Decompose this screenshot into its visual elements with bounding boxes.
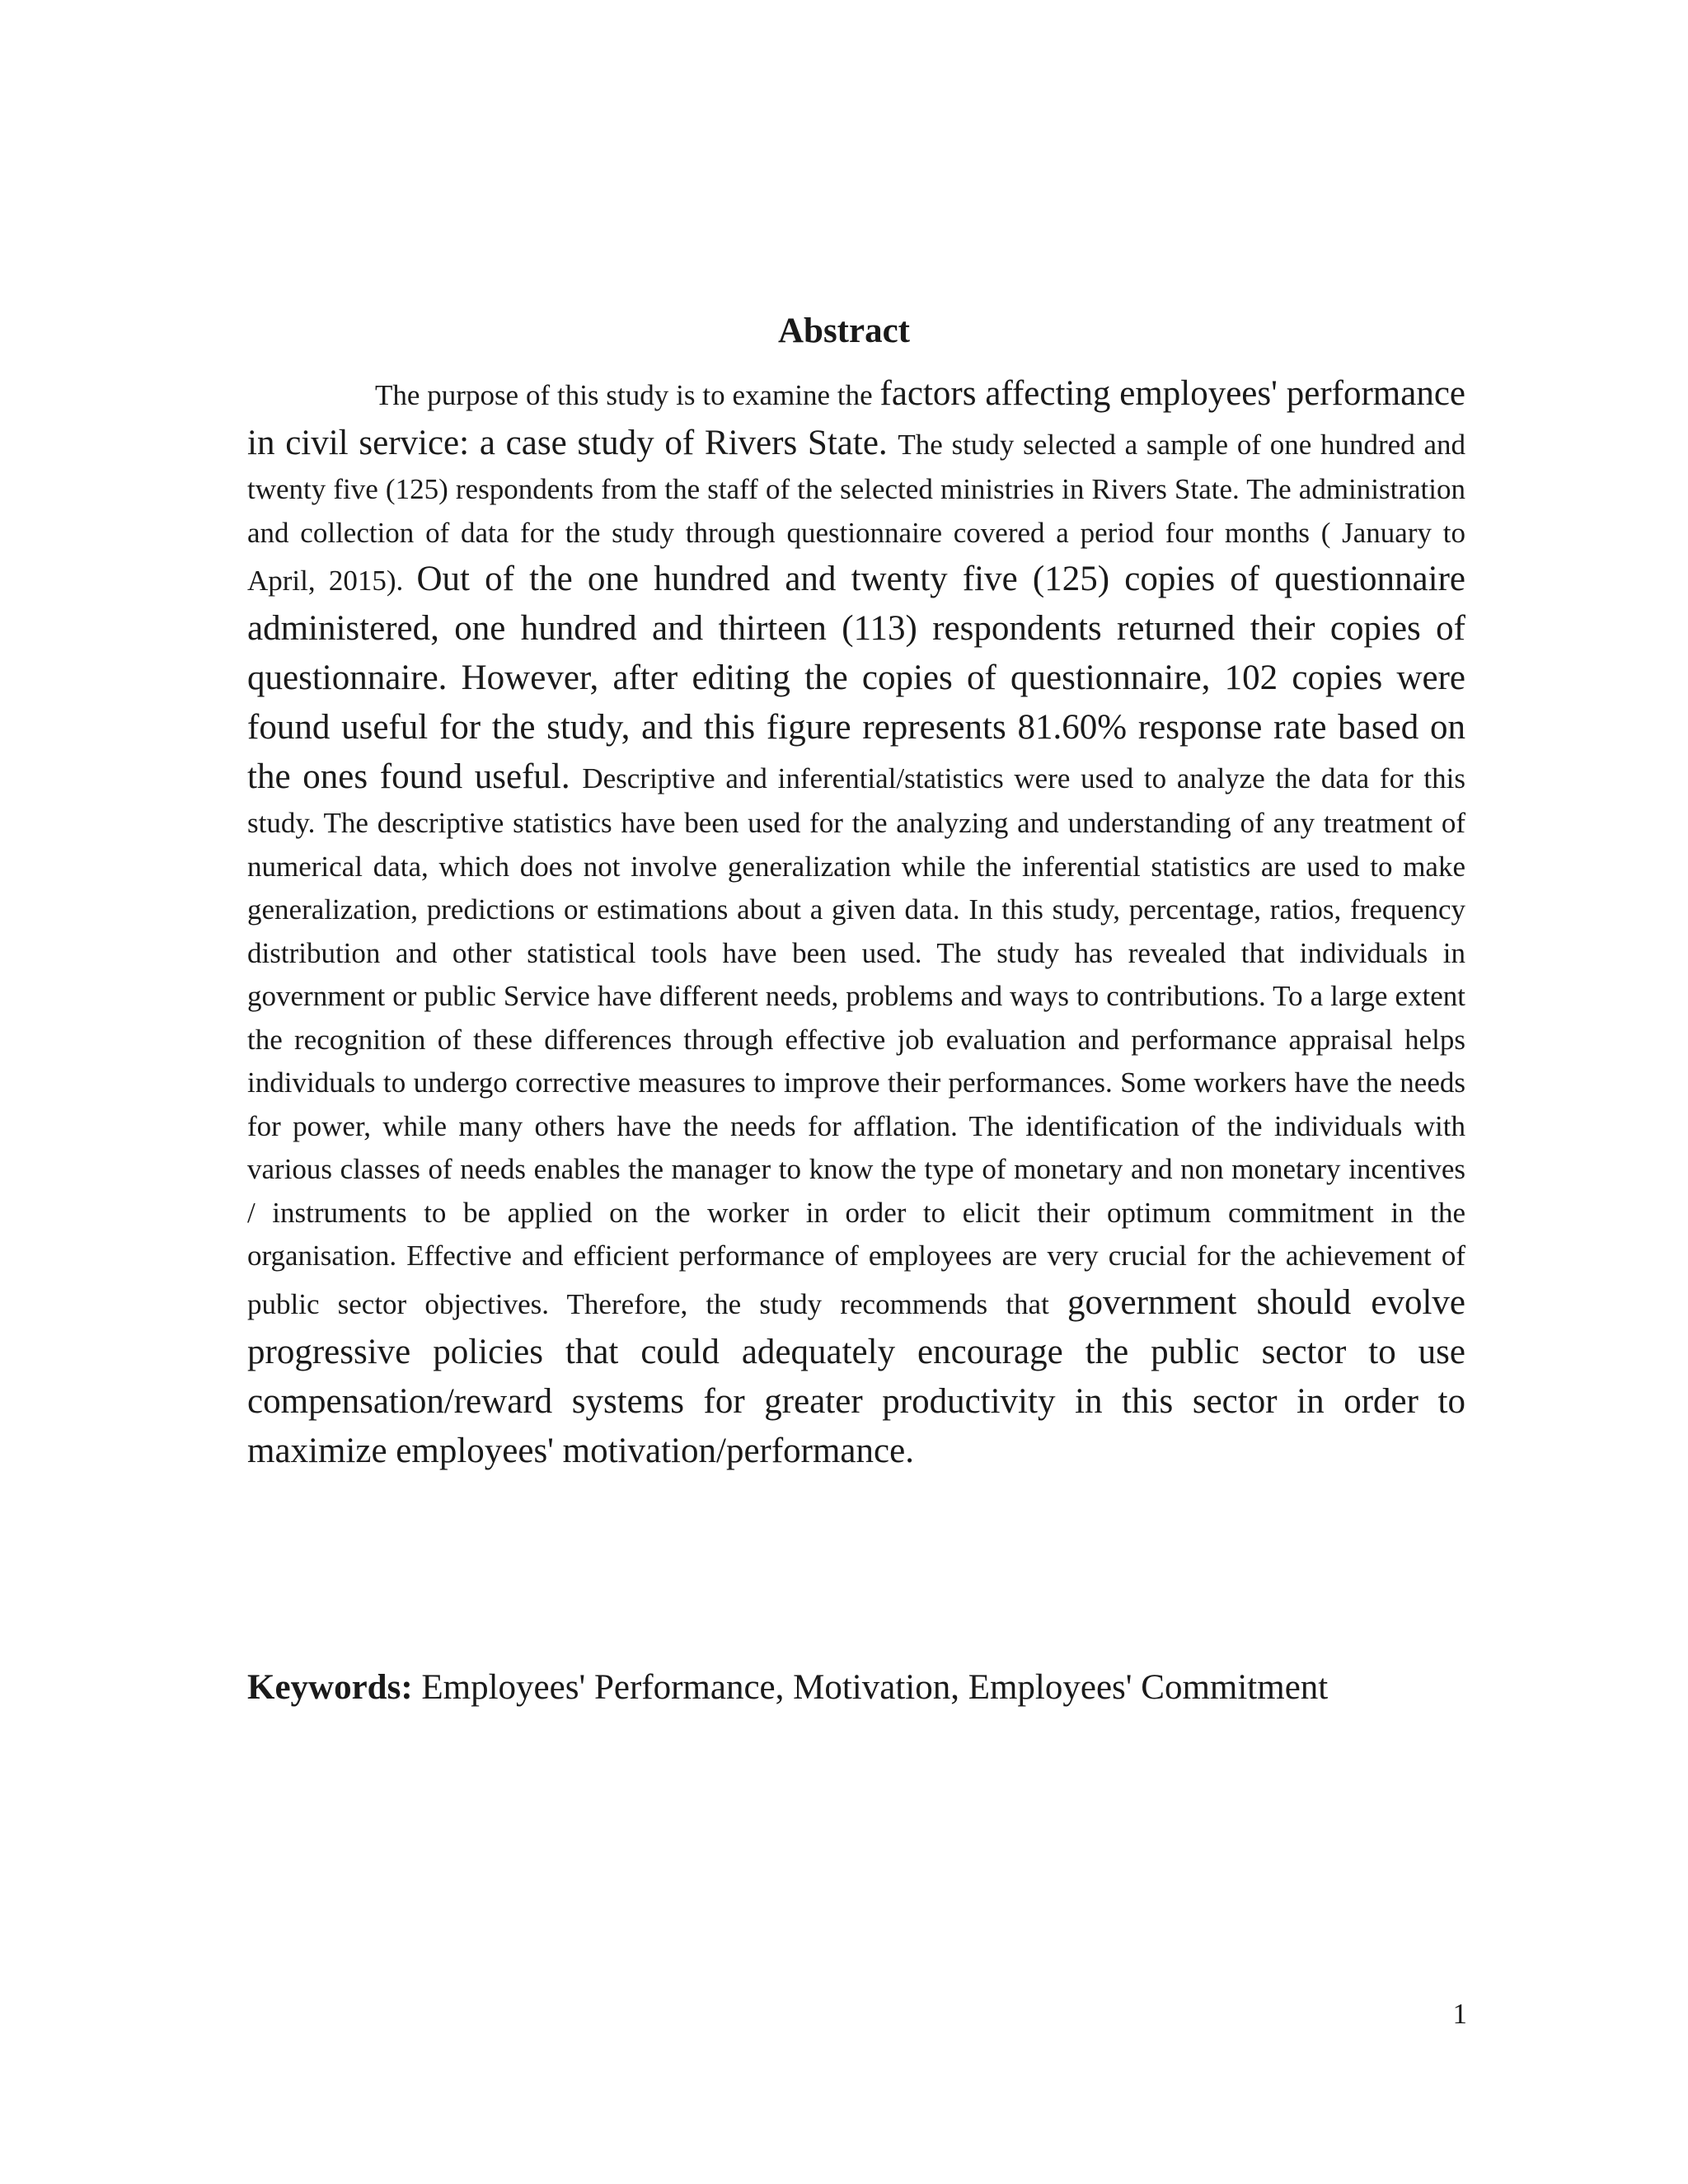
abstract-paragraph	[247, 369, 1465, 1476]
abstract-text-segment: The purpose of this study is to examine the	[375, 379, 880, 411]
abstract-title: Abstract	[777, 312, 910, 350]
keywords-line	[247, 1663, 1566, 1713]
abstract-text-segment: Out of the one hundred and twenty five (125) copies of questionnaire administered, one hundred and thirteen (113) respondents returned their copies of questionnaire. However, after editing the copies of questionnaire, 102 copies were found useful for the study, and this figure represents 81.60% response rate based on the ones found useful.	[247, 560, 1465, 796]
abstract-body	[247, 369, 1465, 1476]
abstract-text-segment: The study selected a sample of one hundred and twenty five (125) respondents from the staff of the selected ministries in Rivers State. The administration and collection of data for the study through questionnaire covered a period four months ( January to April, 2015).	[247, 429, 1465, 597]
keywords-label: Keywords:	[247, 1668, 413, 1707]
keywords-text: Employees' Performance, Motivation, Employees' Commitment	[412, 1668, 1329, 1707]
page-number: 1	[1452, 1998, 1467, 2030]
abstract-text-segment: government should evolve progressive policies that could adequately encourage the public sector to use compensation/reward systems for greater productivity in this sector in order to maximize employees' motivation/performance.	[247, 1282, 1465, 1470]
abstract-text-segment: factors affecting employees' performance in civil service: a case study of Rivers State.	[247, 374, 1465, 462]
abstract-text-segment: Descriptive and inferential/statistics were used to analyze the data for this study. The descriptive statistics have been used for the analyzing and understanding of any treatment of numerical data, which does not involve generalization while the inferential statistics are used to make generalization, predictions or estimations about a given data. In this study, percentage, ratios, frequency distribution and other statistical tools have been used. The study has revealed that individuals in government or public Service have different needs, problems and ways to contributions. To a large extent the recognition of these differences through effective job evaluation and performance appraisal helps individuals to undergo corrective measures to improve their performances. Some workers have the needs for power, while many others have the needs for afflation. The identification of the individuals with various classes of needs enables the manager to know the type of monetary and non monetary incentives / instruments to be applied on the worker in order to elicit their optimum commitment in the organisation. Effective and efficient performance of employees are very crucial for the achievement of public sector objectives. Therefore, the study recommends that	[247, 762, 1465, 1320]
